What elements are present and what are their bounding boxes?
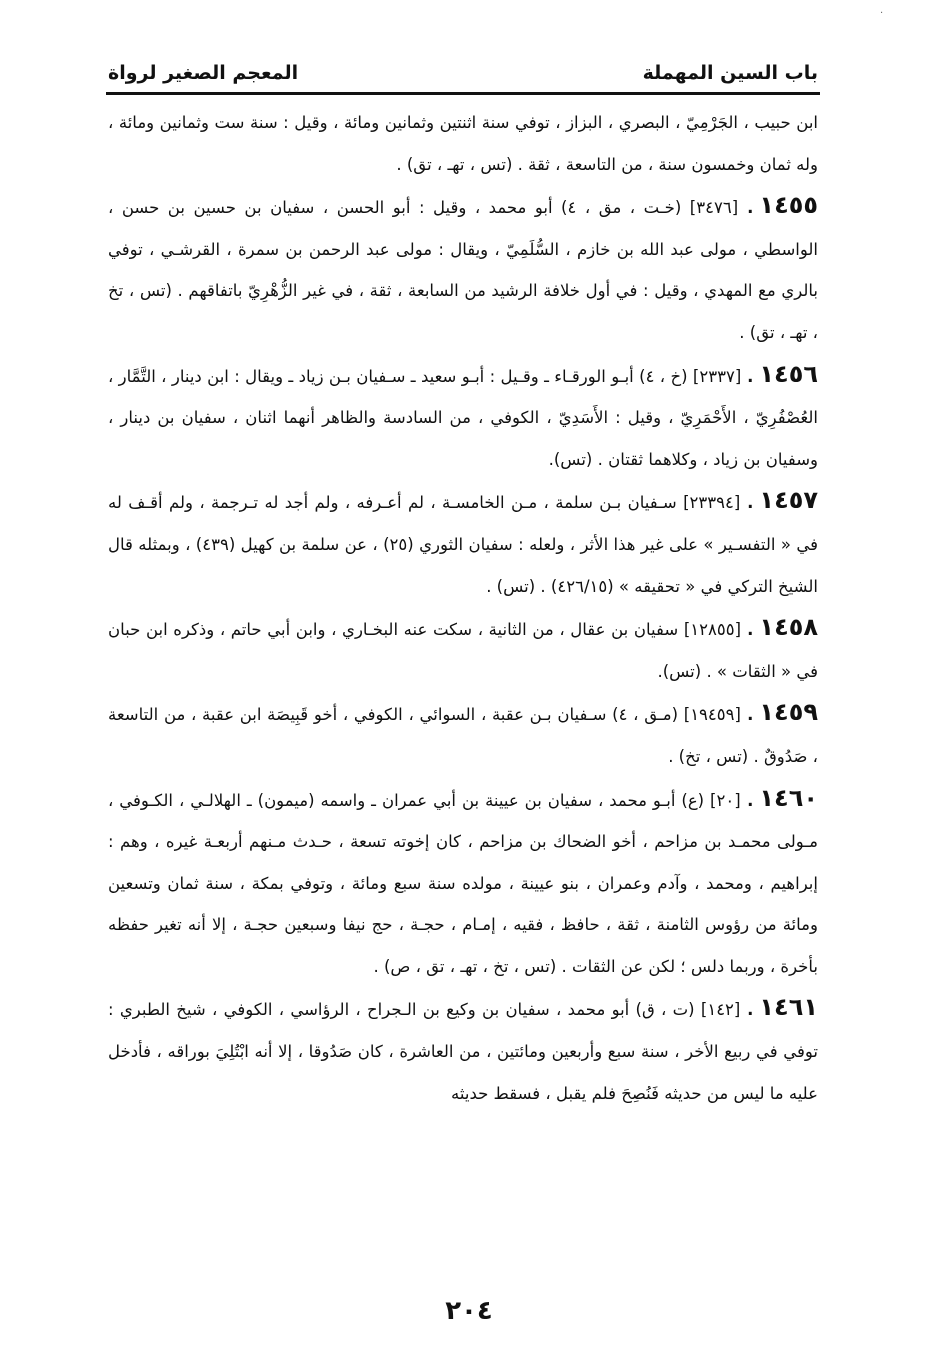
entry-1456: ١٤٥٦. [٢٣٣٧] (خ ، ٤) أبـو الورقـاء ـ وقـيل : أبـو سعيد ـ سـفيان بـن زياد ـ ويقال : ابن دينار ، التَّمَّار ، العُصْفُرِيّ ، الأَحْمَرِيّ ، وقيل : الأَسَدِيّ ، الكوفي ، من السادسة والظاهر أنهما اثنان ، سفيان بن دينار ، وسفيان بن زياد ، وكلاهما ثقتان . (تس). bbox=[108, 359, 818, 469]
header-chapter-title: باب السين المهملة bbox=[642, 62, 818, 84]
entry-text: [٢٣٣٩٤] سـفيان بـن سلمة ، مـن الخامسـة ، لم أعـرفه ، ولم أجد له تـرجمة ، ولم أقـف له في « التفسـير » على غير هذا الأثر ، ولعله : سفيان الثوري (٢٥) ، عن سلمة بن كهيل (٤٣٩) ، وبمثله قال الشيخ التركي في « تحقيقه » (٤٢٦/١٥) . (تس) . bbox=[108, 493, 818, 596]
entry-1458: ١٤٥٨. [١٢٨٥٥] سفيان بن عقال ، من الثانية ، سكت عنه البخـاري ، وابن أبي حاتم ، وذكره ابن حبان في « الثقات » . (تس). bbox=[108, 613, 819, 681]
corner-mark: · bbox=[880, 8, 884, 19]
entry-text: [١٩٤٥٩] (مـق ، ٤) سـفيان بـن عقبة ، السوائي ، الكوفي ، أخو قَبِيصَة ابن عقبة ، من التاسعة ، صَدُوقٌ . (تس ، تخ) . bbox=[108, 705, 818, 766]
entry-1461: ١٤٦١. [١٤٢] (ت ، ق) أبو محمد ، سفيان بن وكيع بن الـجراح ، الرؤاسي ، الكوفي ، شيخ الطبري : توفي في ربيع الأخر ، سنة سبع وأربعين ومائتين ، من العاشرة ، كان صَدُوقا ، إلا أنه ابْتُلِيَ بوراقه ، فأدخل عليه ما ليس من حديثه فَنُصِحَ فلم يقبل ، فسقط حديثه bbox=[108, 993, 818, 1103]
entry-1455: ١٤٥٥. [٣٤٧٦] (خـت ، مق ، ٤) أبو محمد ، وقيل : أبو الحسن ، سفيان بن حسين بن حسن ، الواسطي ، مولى عبد الله بن خازم ، السُّلَمِيّ ، ويقال : مولى عبد الرحمن بن سمرة ، القرشـي ، توفي بالري مع المهدي ، وقيل : في أول خلافة الرشيد من السابعة ، ثقة ، في غير الزُّهْرِيّ باتفاقهم . (تس ، تخ ، تهـ ، تق) . bbox=[108, 191, 819, 342]
entry-1457: ١٤٥٧. [٢٣٣٩٤] سـفيان بـن سلمة ، مـن الخامسـة ، لم أعـرفه ، ولم أجد له تـرجمة ، ولم أقـف له في « التفسـير » على غير هذا الأثر ، ولعله : سفيان الثوري (٢٥) ، عن سلمة بن كهيل (٤٣٩) ، وبمثله قال الشيخ التركي في « تحقيقه » (٤٢٦/١٥) . (تس) . bbox=[108, 486, 819, 596]
entry-number: ١٤٥٦ bbox=[759, 359, 818, 388]
entry-text: [٢٠] (ع) أبـو محمد ، سفيان بن عيينة بن أبي عمران ـ واسمه (ميمون) ـ الهلالـي ، الكـوفي ، مـولى محمـد بن مزاحم ، أخو الضحاك بن مزاحم ، كان إخوته تسعة ، حـدث مـنهم أربعـة غيره ، وهم : إبراهيم ، ومحمد ، وآدم وعمران ، بنو عيينة ، مولده سنة سبع ومائة ، وتوفي بمكة ، سنة ثمان وتسعين ومائة من رؤوس الثامنة ، ثقة ، حافظ ، فقيه ، إمـام ، حجـة ، حج نيفا وسبعين حجـة ، إلا أنه تغير حفظه بأخرة ، وربما دلس ؛ لكن عن الثقات . (تس ، تخ ، تهـ ، تق ، ص) . bbox=[108, 790, 818, 976]
entry-text: [٢٣٣٧] (خ ، ٤) أبـو الورقـاء ـ وقـيل : أبـو سعيد ـ سـفيان بـن زياد ـ ويقال : ابن دينار ، التَّمَّار ، العُصْفُرِيّ ، الأَحْمَرِيّ ، وقيل : الأَسَدِيّ ، الكوفي ، من السادسة والظاهر أنهما اثنان ، سفيان بن دينار ، وسفيان بن زياد ، وكلاهما ثقتان . (تس). bbox=[108, 366, 818, 469]
page-header bbox=[108, 44, 818, 84]
page-number: ٢٠٤ bbox=[445, 1296, 493, 1326]
entry-number: ١٤٦٠ bbox=[759, 783, 818, 812]
entry-number: ١٤٥٧ bbox=[759, 486, 819, 515]
entry-number: ١٤٥٩ bbox=[759, 698, 818, 727]
entry-number: ١٤٦١ bbox=[759, 993, 818, 1022]
entry-text: [١٤٢] (ت ، ق) أبو محمد ، سفيان بن وكيع بن الـجراح ، الرؤاسي ، الكوفي ، شيخ الطبري : توفي في ربيع الأخر ، سنة سبع وأربعين ومائتين ، من العاشرة ، كان صَدُوقا ، إلا أنه ابْتُلِيَ بوراقه ، فأدخل عليه ما ليس من حديثه فَنُصِحَ فلم يقبل ، فسقط حديثه bbox=[108, 1000, 818, 1103]
entry-text: [٣٤٧٦] (خـت ، مق ، ٤) أبو محمد ، وقيل : أبو الحسن ، سفيان بن حسين بن حسن ، الواسطي ، مولى عبد الله بن خازم ، السُّلَمِيّ ، ويقال : مولى عبد الرحمن بن سمرة ، القرشـي ، توفي بالري مع المهدي ، وقيل : في أول خلافة الرشيد من السابعة ، ثقة ، في غير الزُّهْرِيّ باتفاقهم . (تس ، تخ ، تهـ ، تق) . bbox=[108, 198, 818, 342]
entry-text: [١٢٨٥٥] سفيان بن عقال ، من الثانية ، سكت عنه البخـاري ، وابن أبي حاتم ، وذكره ابن حبان في « الثقات » . (تس). bbox=[108, 620, 818, 681]
entry-number: ١٤٥٨ bbox=[759, 613, 819, 642]
entry-1459: ١٤٥٩. [١٩٤٥٩] (مـق ، ٤) سـفيان بـن عقبة ، السوائي ، الكوفي ، أخو قَبِيصَة ابن عقبة ، من التاسعة ، صَدُوقٌ . (تس ، تخ) . bbox=[108, 698, 818, 766]
header-rule bbox=[106, 92, 820, 95]
continuation-paragraph: ابن حبيب ، الجَرْمِيّ ، البصري ، البزاز ، توفي سنة اثنتين وثمانين ومائة ، وقيل : سنة ست وثمانين ومائة ، وله ثمان وخمسون سنة ، من التاسعة ، ثقة . (تس ، تهـ ، تق) . bbox=[108, 113, 818, 174]
entry-1460: ١٤٦٠. [٢٠] (ع) أبـو محمد ، سفيان بن عيينة بن أبي عمران ـ واسمه (ميمون) ـ الهلالـي ، الكـوفي ، مـولى محمـد بن مزاحم ، أخو الضحاك بن مزاحم ، كان إخوته تسعة ، حـدث مـنهم أربعـة غيره ، وهم : إبراهيم ، ومحمد ، وآدم وعمران ، بنو عيينة ، مولده سنة سبع ومائة ، وتوفي بمكة ، سنة ثمان وتسعين ومائة من رؤوس الثامنة ، ثقة ، حافظ ، فقيه ، إمـام ، حجـة ، حج نيفا وسبعين حجـة ، إلا أنه تغير حفظه بأخرة ، وربما دلس ؛ لكن عن الثقات . (تس ، تخ ، تهـ ، تق ، ص) . bbox=[108, 783, 818, 976]
header-book-title: المعجم الصغير لرواة bbox=[108, 62, 299, 84]
body-text bbox=[108, 102, 818, 1114]
entry-number: ١٤٥٥ bbox=[759, 191, 819, 220]
